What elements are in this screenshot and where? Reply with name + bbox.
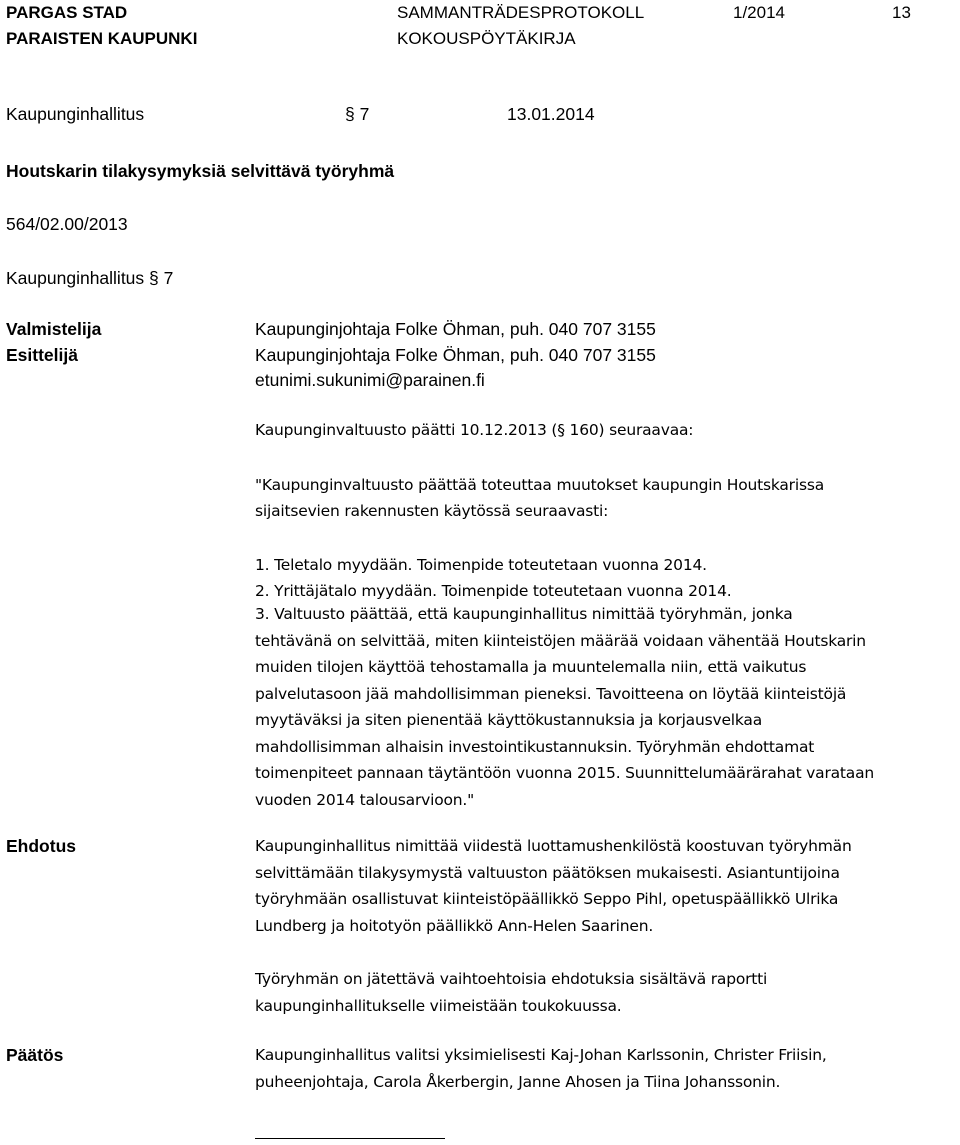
decision-paragraph: [255, 1042, 960, 1095]
proposal-line: Kaupunginhallitus nimittää viidestä luottamushenkilöstä koostuvan työryhmän: [255, 837, 852, 855]
list-item-3-line: myytäväksi ja siten pienentää käyttökustannuksia ja korjausvelkaa: [255, 711, 762, 729]
page-number: 13: [892, 3, 911, 22]
doc-type-fi: KOKOUSPÖYTÄKIRJA: [397, 29, 576, 48]
issue-number: 1/2014: [733, 3, 785, 22]
item-title: Houtskarin tilakysymyksiä selvittävä työryhmä: [6, 161, 395, 181]
signature-divider: [255, 1138, 445, 1139]
quote-intro-line-1: "Kaupunginvaltuusto päättää toteuttaa muutokset kaupungin Houtskarissa: [255, 476, 825, 494]
list-item-3-line: toimenpiteet pannaan täytäntöön vuonna 2015. Suunnittelumäärärahat varataan: [255, 764, 875, 782]
list-item-3: [255, 601, 960, 813]
preparer-label: Valmistelija: [6, 319, 102, 339]
list-item-1: 1. Teletalo myydään. Toimenpide toteutetaan vuonna 2014.: [255, 556, 707, 574]
org-name-fi: PARAISTEN KAUPUNKI: [6, 29, 198, 48]
org-name-sv: PARGAS STAD: [6, 3, 128, 22]
decision-line: Kaupunginhallitus valitsi yksimielisesti Kaj-Johan Karlssonin, Christer Friisin,: [255, 1046, 827, 1064]
proposal-line: selvittämään tilakysymystä valtuuston päätöksen mukaisesti. Asiantuntijoina: [255, 863, 840, 882]
doc-type-sv: SAMMANTRÄDESPROTOKOLL: [397, 3, 645, 22]
proposal-line: työryhmään osallistuvat kiinteistöpäällikkö Seppo Pihl, opetuspäällikkö Ulrika: [255, 890, 839, 908]
item-reference: Kaupunginhallitus § 7: [6, 268, 174, 288]
list-item-3-line: mahdollisimman alhaisin investointikustannuksin. Työryhmän ehdottamat: [255, 737, 815, 756]
presenter-label: Esittelijä: [6, 345, 78, 365]
meeting-date: 13.01.2014: [507, 104, 595, 124]
proposal-paragraph-1: [255, 833, 960, 939]
list-item-2: 2. Yrittäjätalo myydään. Toimenpide toteutetaan vuonna 2014.: [255, 582, 732, 600]
list-item-3-line: palvelutasoon jää mahdollisimman pieneksi. Tavoitteena on löytää kiinteistöjä: [255, 684, 847, 703]
meeting-body: Kaupunginhallitus: [6, 104, 145, 124]
presenter-value: Kaupunginjohtaja Folke Öhman, puh. 040 707 3155: [255, 345, 656, 365]
proposal-paragraph-2: [255, 966, 960, 1019]
decision-label: Päätös: [6, 1045, 64, 1065]
preparer-value: Kaupunginjohtaja Folke Öhman, puh. 040 707 3155: [255, 319, 656, 339]
proposal-line: Lundberg ja hoitotyön päällikkö Ann-Helen Saarinen.: [255, 916, 654, 935]
contact-email: etunimi.sukunimi@parainen.fi: [255, 370, 485, 390]
list-item-3-line: vuoden 2014 talousarvioon.": [255, 790, 475, 809]
proposal-label: Ehdotus: [6, 836, 76, 856]
decision-line: puheenjohtaja, Carola Åkerbergin, Janne Ahosen ja Tiina Johanssonin.: [255, 1072, 781, 1091]
proposal-line: kaupunginhallitukselle viimeistään toukokuussa.: [255, 996, 622, 1015]
decision-reference: Kaupunginvaltuusto päätti 10.12.2013 (§ 160) seuraavaa:: [255, 421, 694, 439]
quote-intro-line-2: sijaitsevien rakennusten käytössä seuraavasti:: [255, 502, 609, 520]
record-number: 564/02.00/2013: [6, 214, 128, 234]
meeting-section: § 7: [345, 104, 370, 124]
list-item-3-line: tehtävänä on selvittää, miten kiinteistöjen määrää voidaan vähentää Houtskarin: [255, 631, 866, 650]
list-item-3-line: 3. Valtuusto päättää, että kaupunginhallitus nimittää työryhmän, jonka: [255, 605, 793, 623]
proposal-line: Työryhmän on jätettävä vaihtoehtoisia ehdotuksia sisältävä raportti: [255, 970, 768, 988]
list-item-3-line: muiden tilojen käyttöä tehostamalla ja muuntelemalla niin, että vaikutus: [255, 658, 807, 676]
